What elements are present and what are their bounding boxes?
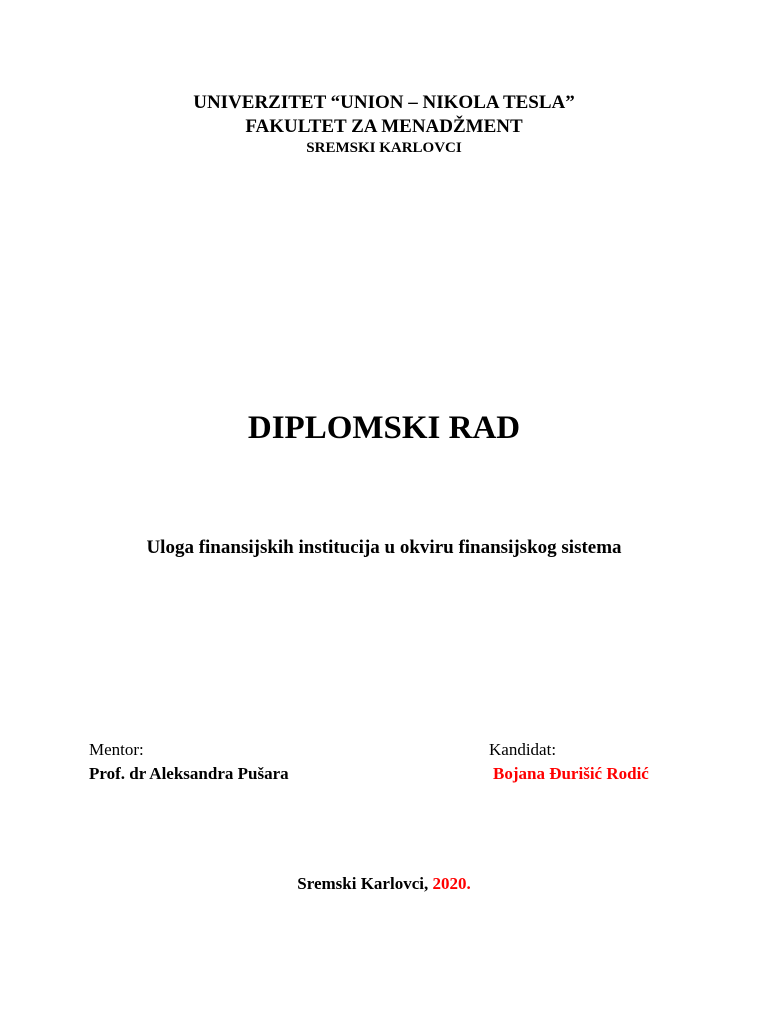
mentor-name: Prof. dr Aleksandra Pušara [89, 764, 289, 783]
faculty-city: SREMSKI KARLOVCI [306, 140, 462, 156]
candidate-label: Kandidat: [489, 740, 557, 759]
faculty-name: FAKULTET ZA MENADŽMENT [245, 116, 523, 137]
document-type-title: DIPLOMSKI RAD [247, 410, 521, 446]
mentor-block [89, 738, 289, 786]
mentor-label: Mentor: [89, 740, 144, 759]
candidate-name: Bojana Đurišić Rodić [493, 764, 649, 783]
candidate-block [489, 738, 649, 786]
thesis-subject: Uloga finansijskih institucija u okviru finansijskog sistema [146, 537, 622, 558]
place: Sremski Karlovci, [297, 874, 429, 893]
place-and-date [0, 874, 768, 894]
university-name: UNIVERZITET “UNION – NIKOLA TESLA” [193, 92, 575, 113]
year: 2020. [432, 874, 471, 893]
